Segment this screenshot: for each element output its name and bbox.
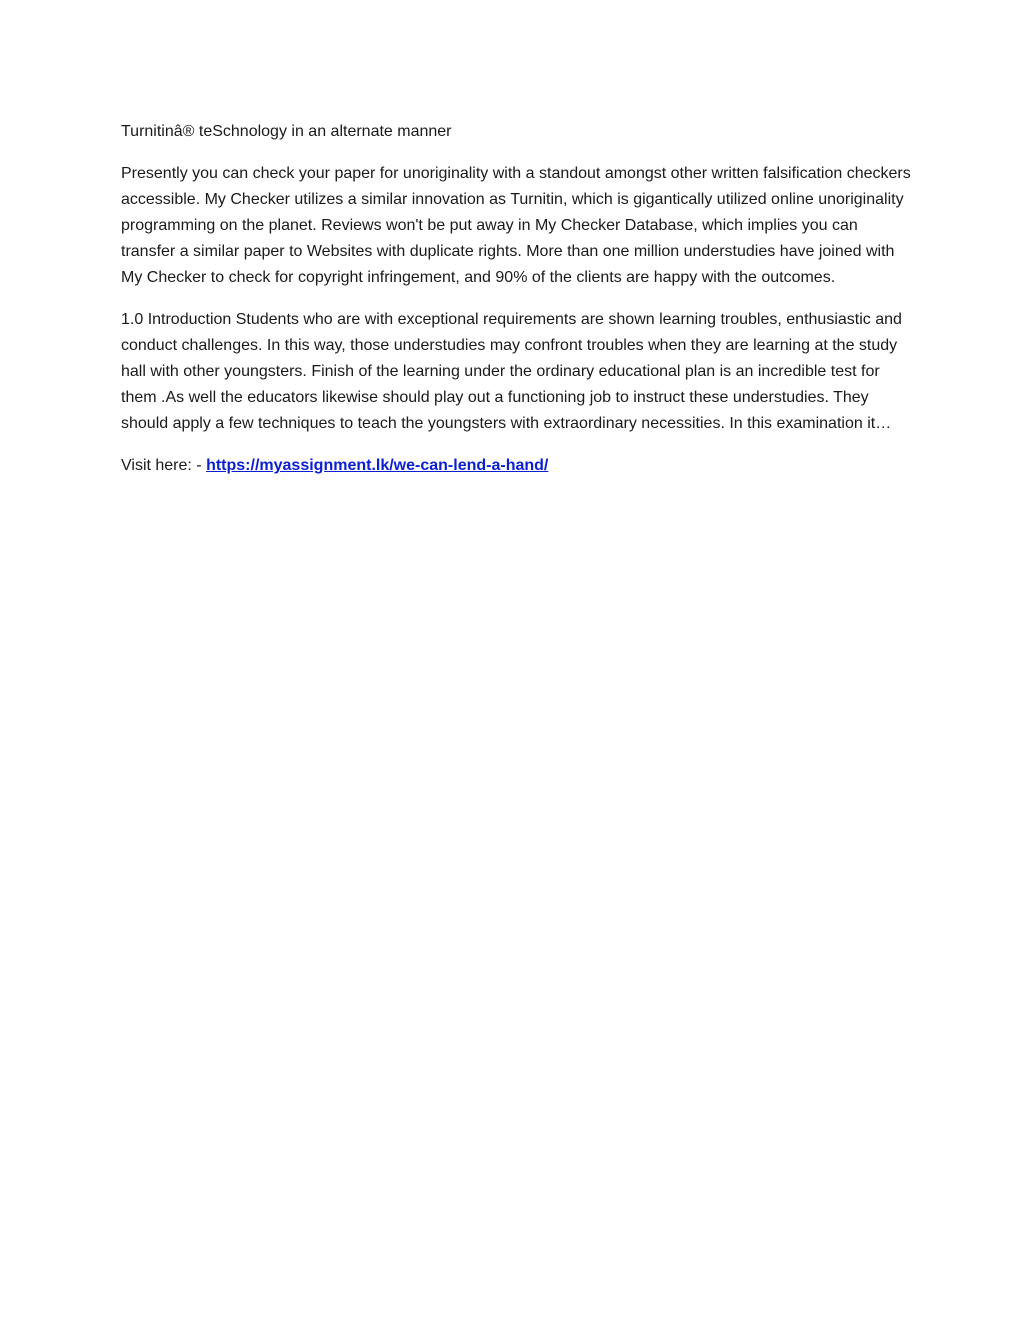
visit-prefix: Visit here: - xyxy=(121,457,207,474)
visit-line xyxy=(121,453,911,479)
visit-link[interactable]: https://myassignment.lk/we-can-lend-a-hand/ xyxy=(206,457,549,474)
paragraph-introduction-section: 1.0 Introduction Students who are with exceptional requirements are shown learning troubles, enthusiastic and conduct challenges. In this way, those understudies may confront troubles when they are learning at the study hall with other youngsters. Finish of the learning under the ordinary educational plan is an incredible test for them .As well the educators likewise should play out a functioning job to instruct these understudies. They should apply a few techniques to teach the youngsters with extraordinary necessities. In this examination it… xyxy=(121,311,902,432)
document-body xyxy=(121,119,911,495)
paragraph-intro: Presently you can check your paper for unoriginality with a standout amongst other written falsification checkers accessible. My Checker utilizes a similar innovation as Turnitin, which is gigantically utilized online unoriginality programming on the planet. Reviews won't be put away in My Checker Database, which implies you can transfer a similar paper to Websites with duplicate rights. More than one million understudies have joined with My Checker to check for copyright infringement, and 90% of the clients are happy with the outcomes. xyxy=(121,165,911,286)
document-title: Turnitinâ® teSchnology in an alternate manner xyxy=(121,123,452,140)
